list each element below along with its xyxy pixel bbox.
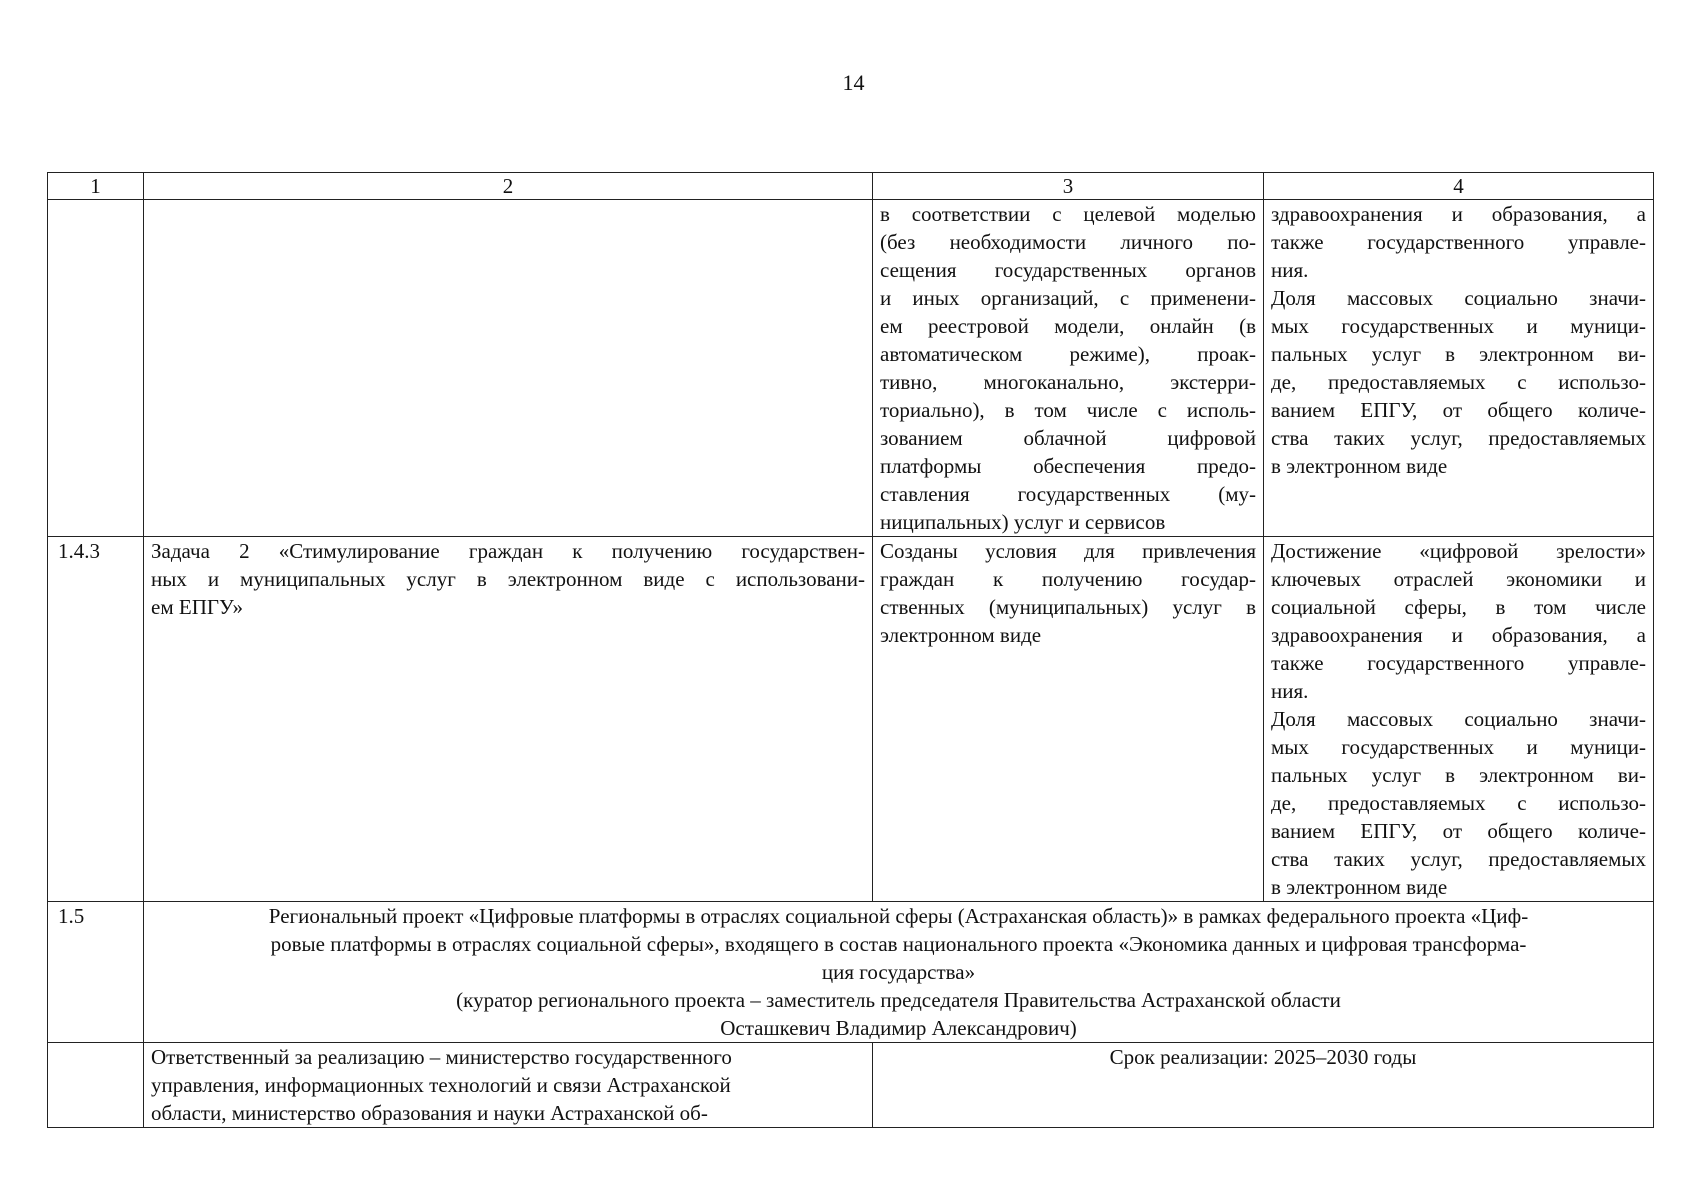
table-row-1-4-3	[48, 537, 1654, 902]
text-line: граждан к получению государ-	[880, 567, 1256, 591]
text-line: пальных услуг в электронном ви-	[1271, 342, 1646, 366]
responsible-text	[151, 1043, 865, 1127]
text-line: ния.	[1271, 258, 1309, 282]
row-number	[48, 1043, 144, 1128]
text-line: ровые платформы в отраслях социальной сферы», входящего в состав национального проекта «Экономика данных и цифровая трансформа-	[270, 932, 1527, 956]
text-line: Созданы условия для привлечения	[880, 539, 1256, 563]
text-line: ванием ЕПГУ, от общего количе-	[1271, 819, 1646, 843]
header-col-4: 4	[1264, 173, 1654, 200]
text-line: ных и муниципальных услуг в электронном виде с использовани-	[151, 567, 865, 591]
text-line: Осташкевич Владимир Александрович)	[720, 1016, 1077, 1040]
row-continuation-indicator	[1264, 200, 1654, 537]
indicator-text	[1271, 537, 1646, 901]
text-line: платформы обеспечения предо-	[880, 454, 1256, 478]
text-line: (без необходимости личного по-	[880, 230, 1256, 254]
text-line: ем ЕПГУ»	[151, 595, 244, 619]
row-result	[873, 537, 1264, 902]
text-line: здравоохранения и образования, а	[1271, 623, 1646, 647]
header-col-3: 3	[873, 173, 1264, 200]
text-line: мых государственных и муници-	[1271, 735, 1646, 759]
table-row-continuation	[48, 200, 1654, 537]
text-line: ства таких услуг, предоставляемых	[1271, 426, 1646, 450]
text-line: Доля массовых социально значи-	[1271, 707, 1646, 731]
text-line: в соответствии с целевой моделью	[880, 202, 1256, 226]
text-line: ставления государственных (му-	[880, 482, 1256, 506]
table-header-row	[48, 173, 1654, 200]
text-line: пальных услуг в электронном ви-	[1271, 763, 1646, 787]
text-line: в электронном виде	[1271, 454, 1448, 478]
text-line: ключевых отраслей экономики и	[1271, 567, 1646, 591]
text-line: Ответственный за реализацию – министерство государственного	[151, 1045, 732, 1069]
text-line: ванием ЕПГУ, от общего количе-	[1271, 398, 1646, 422]
text-line: также государственного управле-	[1271, 230, 1646, 254]
text-line: де, предоставляемых с использо-	[1271, 370, 1646, 394]
row-continuation-result	[873, 200, 1264, 537]
row-number: 1.4.3	[48, 537, 144, 902]
text-line: здравоохранения и образования, а	[1271, 202, 1646, 226]
text-line: области, министерство образования и науки Астраханской об-	[151, 1101, 708, 1125]
text-line: Региональный проект «Цифровые платформы в отраслях социальной сферы (Астраханская область)» в рамках федерального проекта «Циф-	[268, 904, 1529, 928]
text-line: тивно, многоканально, экстерри-	[880, 370, 1256, 394]
project-text	[151, 902, 1646, 1042]
regional-project-title	[144, 902, 1654, 1043]
text-line: (куратор регионального проекта – заместитель председателя Правительства Астраханской области	[456, 988, 1341, 1012]
table-row-1-5	[48, 902, 1654, 1043]
result-text	[880, 537, 1256, 649]
text-line: ция государства»	[821, 960, 976, 984]
text-line: социальной сферы, в том числе	[1271, 595, 1646, 619]
row-indicator	[1264, 537, 1654, 902]
text-line: ния.	[1271, 679, 1309, 703]
text-line: сещения государственных органов	[880, 258, 1256, 282]
row-task	[144, 537, 873, 902]
text-line: Доля массовых социально значи-	[1271, 286, 1646, 310]
implementation-term: Срок реализации: 2025–2030 годы	[873, 1043, 1654, 1128]
text-line: ем реестровой модели, онлайн (в	[880, 314, 1256, 338]
text-line: Достижение «цифровой зрелости»	[1271, 539, 1646, 563]
result-text	[880, 200, 1256, 536]
row-number: 1.5	[48, 902, 144, 1043]
text-line: ственных (муниципальных) услуг в	[880, 595, 1256, 619]
text-line: электронном виде	[880, 623, 1042, 647]
text-line: ториально), в том числе с исполь-	[880, 398, 1256, 422]
text-line: мых государственных и муници-	[1271, 314, 1646, 338]
text-line: в электронном виде	[1271, 875, 1448, 899]
text-line: автоматическом режиме), проак-	[880, 342, 1256, 366]
row-continuation-number	[48, 200, 144, 537]
header-col-1: 1	[48, 173, 144, 200]
text-line: и иных организаций, с применени-	[880, 286, 1256, 310]
task-text	[151, 537, 865, 621]
text-line: управления, информационных технологий и связи Астраханской	[151, 1073, 731, 1097]
text-line: зованием облачной цифровой	[880, 426, 1256, 450]
text-line: ниципальных) услуг и сервисов	[880, 510, 1166, 534]
row-continuation-task	[144, 200, 873, 537]
text-line: де, предоставляемых с использо-	[1271, 791, 1646, 815]
text-line: ства таких услуг, предоставляемых	[1271, 847, 1646, 871]
program-table	[47, 172, 1654, 1128]
responsible-cell	[144, 1043, 873, 1128]
indicator-text	[1271, 200, 1646, 480]
table-row-responsible	[48, 1043, 1654, 1128]
header-col-2: 2	[144, 173, 873, 200]
text-line: также государственного управле-	[1271, 651, 1646, 675]
text-line: Задача 2 «Стимулирование граждан к получению государствен-	[151, 539, 865, 563]
page-number: 14	[842, 70, 865, 95]
